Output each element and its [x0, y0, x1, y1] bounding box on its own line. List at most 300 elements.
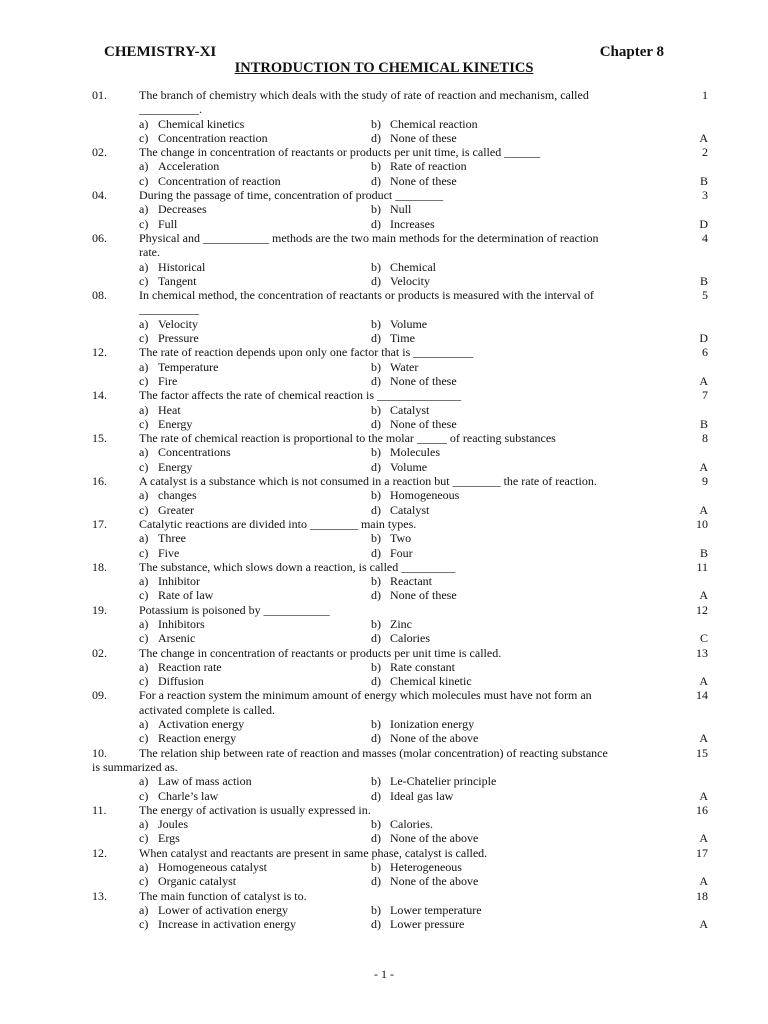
- options-row: [0, 488, 768, 502]
- question-item: [0, 474, 768, 517]
- option-text: None of these: [390, 173, 457, 188]
- question-line: [0, 288, 768, 302]
- option-text: None of these: [390, 416, 457, 431]
- question-number: 02.: [92, 645, 107, 660]
- question-line: [0, 145, 768, 159]
- option-a: a) Reaction rate: [139, 659, 222, 674]
- option-text: Velocity: [390, 273, 430, 288]
- options-row: [0, 903, 768, 917]
- question-number: 19.: [92, 602, 107, 617]
- options-row: [0, 546, 768, 560]
- question-item: [0, 846, 768, 889]
- option-text: Tangent: [158, 273, 197, 288]
- options-row: [0, 131, 768, 145]
- option-text: Diffusion: [158, 674, 204, 689]
- option-a: a) Heat: [139, 402, 181, 417]
- option-text: Concentration of reaction: [158, 173, 281, 188]
- option-text: Inhibitor: [158, 574, 200, 589]
- options-row: [0, 374, 768, 388]
- option-a: a) Lower of activation energy: [139, 902, 289, 917]
- question-item: [0, 288, 768, 345]
- question-item: [0, 388, 768, 431]
- options-row: [0, 731, 768, 745]
- options-row: [0, 817, 768, 831]
- question-number: 12.: [92, 345, 107, 360]
- question-text: The main function of catalyst is to.: [139, 888, 307, 903]
- option-c: c) Concentration reaction: [139, 130, 268, 145]
- option-text: Rate of law: [158, 588, 214, 603]
- option-c: c) Reaction energy: [139, 731, 237, 746]
- option-d: d) Calories: [371, 631, 430, 646]
- question-text: Potassium is poisoned by ___________: [139, 602, 330, 617]
- option-text: changes: [158, 488, 197, 503]
- option-d: d) Velocity: [371, 273, 430, 288]
- option-b: b) Le-Chatelier principle: [371, 774, 497, 789]
- options-row: [0, 460, 768, 474]
- option-d: d) Volume: [371, 459, 428, 474]
- options-row: [0, 217, 768, 231]
- option-b: b) Ionization energy: [371, 717, 475, 732]
- answer-key: B: [699, 416, 708, 431]
- option-b: b) Homogeneous: [371, 488, 460, 503]
- answer-key: A: [699, 917, 708, 932]
- question-serial: 4: [702, 230, 708, 245]
- question-text: When catalyst and reactants are present in same phase, catalyst is called.: [139, 845, 488, 860]
- question-text: The energy of activation is usually expressed in.: [139, 802, 371, 817]
- option-text: Reaction energy: [158, 731, 237, 746]
- question-serial: 9: [702, 474, 708, 489]
- option-b: b) Lower temperature: [371, 902, 482, 917]
- question-text: The change in concentration of reactants or products per unit time is called.: [139, 645, 502, 660]
- question-item: [0, 517, 768, 560]
- question-text: Catalytic reactions are divided into ________ main types.: [139, 516, 417, 531]
- option-text: Zinc: [390, 616, 412, 631]
- question-line: [0, 846, 768, 860]
- question-item: [0, 188, 768, 231]
- option-d: d) Catalyst: [371, 502, 430, 517]
- question-line: [0, 803, 768, 817]
- option-text: Two: [390, 531, 412, 546]
- option-c: c) Greater: [139, 502, 194, 517]
- answer-key: A: [699, 373, 708, 388]
- option-c: c) Tangent: [139, 273, 197, 288]
- option-text: Four: [390, 545, 413, 560]
- option-c: c) Concentration of reaction: [139, 173, 281, 188]
- question-item: [0, 803, 768, 846]
- question-number: 13.: [92, 888, 107, 903]
- option-b: b) Catalyst: [371, 402, 430, 417]
- options-row: [0, 531, 768, 545]
- option-text: Three: [158, 531, 186, 546]
- answer-key: A: [699, 731, 708, 746]
- option-text: Lower temperature: [390, 902, 482, 917]
- question-serial: 11: [696, 559, 708, 574]
- question-line: [0, 603, 768, 617]
- option-text: Catalyst: [390, 502, 430, 517]
- options-row: [0, 617, 768, 631]
- option-text: Volume: [390, 459, 428, 474]
- option-text: Ergs: [158, 831, 180, 846]
- option-text: Homogeneous catalyst: [158, 860, 267, 875]
- answer-key: A: [699, 831, 708, 846]
- option-text: Chemical: [390, 259, 436, 274]
- question-serial: 3: [702, 188, 708, 203]
- option-text: Water: [390, 359, 419, 374]
- options-row: [0, 774, 768, 788]
- option-text: Pressure: [158, 331, 199, 346]
- question-text: A catalyst is a substance which is not consumed in a reaction but ________ the rate of reaction.: [139, 474, 597, 489]
- question-line: [0, 760, 768, 774]
- option-text: Charle’s law: [158, 788, 219, 803]
- options-row: [0, 331, 768, 345]
- question-serial: 6: [702, 345, 708, 360]
- options-row: [0, 174, 768, 188]
- option-c: c) Increase in activation energy: [139, 917, 297, 932]
- question-text: The rate of chemical reaction is proportional to the molar _____ of reacting substances: [139, 431, 556, 446]
- subject-title: CHEMISTRY-XI: [104, 44, 217, 60]
- question-text: Physical and ___________ methods are the two main methods for the determination of reaction: [139, 230, 599, 245]
- option-c: c) Arsenic: [139, 631, 196, 646]
- option-text: Reaction rate: [158, 659, 222, 674]
- question-text: During the passage of time, concentration of product ________: [139, 188, 444, 203]
- options-row: [0, 445, 768, 459]
- options-row: [0, 660, 768, 674]
- question-number: 15.: [92, 431, 107, 446]
- option-a: a) Acceleration: [139, 159, 220, 174]
- option-text: Le-Chatelier principle: [390, 774, 497, 789]
- option-d: d) None of the above: [371, 874, 479, 889]
- answer-key: D: [699, 331, 708, 346]
- option-b: b) Rate of reaction: [371, 159, 467, 174]
- question-item: [0, 145, 768, 188]
- option-c: c) Diffusion: [139, 674, 204, 689]
- option-a: a) Activation energy: [139, 717, 245, 732]
- option-d: d) None of these: [371, 416, 457, 431]
- options-row: [0, 274, 768, 288]
- option-text: Temperature: [158, 359, 219, 374]
- question-text: The change in concentration of reactants or products per unit time, is called ______: [139, 145, 541, 160]
- answer-key: B: [699, 545, 708, 560]
- options-row: [0, 717, 768, 731]
- option-b: b) Chemical: [371, 259, 436, 274]
- answer-key: B: [699, 173, 708, 188]
- options-row: [0, 202, 768, 216]
- option-b: b) Water: [371, 359, 419, 374]
- option-c: c) Organic catalyst: [139, 874, 237, 889]
- option-text: Energy: [158, 416, 193, 431]
- question-serial: 1: [702, 88, 708, 102]
- question-number: 18.: [92, 559, 107, 574]
- options-row: [0, 631, 768, 645]
- option-b: b) Rate constant: [371, 659, 455, 674]
- option-text: Chemical kinetics: [158, 116, 245, 131]
- question-line: [0, 231, 768, 245]
- answer-key: A: [699, 674, 708, 689]
- option-text: Increase in activation energy: [158, 917, 297, 932]
- options-row: [0, 317, 768, 331]
- option-text: Calories: [390, 631, 430, 646]
- options-row: [0, 789, 768, 803]
- option-b: b) Heterogeneous: [371, 860, 462, 875]
- answer-key: A: [699, 130, 708, 145]
- option-text: Historical: [158, 259, 206, 274]
- question-item: [0, 231, 768, 288]
- option-text: Concentration reaction: [158, 130, 268, 145]
- question-item: [0, 560, 768, 603]
- page-title: INTRODUCTION TO CHEMICAL KINETICS: [234, 60, 534, 76]
- option-text: Five: [158, 545, 180, 560]
- options-row: [0, 874, 768, 888]
- page-number: - 1 -: [374, 967, 394, 981]
- question-item: [0, 431, 768, 474]
- option-d: d) Time: [371, 331, 415, 346]
- option-b: b) Zinc: [371, 616, 412, 631]
- question-line: [0, 431, 768, 445]
- question-serial: 18: [696, 888, 708, 903]
- option-text: Full: [158, 216, 178, 231]
- answer-key: A: [699, 588, 708, 603]
- answer-key: A: [699, 788, 708, 803]
- option-text: Decreases: [158, 202, 207, 217]
- question-text: The rate of reaction depends upon only one factor that is __________: [139, 345, 474, 360]
- option-d: d) Four: [371, 545, 413, 560]
- chapter-label: Chapter 8: [599, 44, 664, 60]
- option-b: b) Reactant: [371, 574, 432, 589]
- options-row: [0, 403, 768, 417]
- option-text: Molecules: [390, 445, 440, 460]
- option-a: a) Joules: [139, 817, 188, 832]
- question-serial: 17: [696, 845, 708, 860]
- option-text: Activation energy: [158, 717, 245, 732]
- option-d: d) Increases: [371, 216, 435, 231]
- option-d: d) Chemical kinetic: [371, 674, 472, 689]
- question-item: [0, 603, 768, 646]
- option-a: a) Inhibitors: [139, 616, 205, 631]
- option-text: None of these: [390, 588, 457, 603]
- option-text: Heterogeneous: [390, 860, 462, 875]
- option-text: Velocity: [158, 316, 198, 331]
- question-serial: 16: [696, 802, 708, 817]
- option-text: Ionization energy: [390, 717, 475, 732]
- question-line: [0, 474, 768, 488]
- answer-key: C: [699, 631, 708, 646]
- option-text: Increases: [390, 216, 435, 231]
- question-line: [0, 517, 768, 531]
- question-line: [0, 746, 768, 760]
- option-text: Time: [390, 331, 415, 346]
- option-b: b) Volume: [371, 316, 428, 331]
- question-item: [0, 646, 768, 689]
- option-c: c) Energy: [139, 459, 193, 474]
- options-row: [0, 917, 768, 931]
- question-line: [0, 889, 768, 903]
- option-c: c) Ergs: [139, 831, 180, 846]
- answer-key: D: [699, 216, 708, 231]
- question-text: In chemical method, the concentration of reactants or products is measured with the interval of: [139, 288, 594, 303]
- option-text: Lower of activation energy: [158, 902, 289, 917]
- option-d: d) Ideal gas law: [371, 788, 454, 803]
- option-c: c) Rate of law: [139, 588, 214, 603]
- option-a: a) Chemical kinetics: [139, 116, 245, 131]
- option-d: d) Lower pressure: [371, 917, 465, 932]
- question-text: The branch of chemistry which deals with the study of rate of reaction and mechanism, called: [139, 88, 589, 102]
- option-d: d) None of these: [371, 588, 457, 603]
- question-line: [0, 302, 768, 316]
- question-serial: 8: [702, 431, 708, 446]
- option-a: a) Three: [139, 531, 186, 546]
- answer-key: A: [699, 874, 708, 889]
- question-number: 01.: [92, 88, 107, 102]
- question-text: The relation ship between rate of reaction and masses (molar concentration) of reacting substance: [139, 745, 608, 760]
- question-number: 14.: [92, 388, 107, 403]
- question-number: 09.: [92, 688, 107, 703]
- option-c: c) Five: [139, 545, 180, 560]
- options-row: [0, 360, 768, 374]
- question-text: is summarized as.: [92, 759, 178, 774]
- option-text: None of these: [390, 130, 457, 145]
- question-number: 17.: [92, 516, 107, 531]
- option-text: Rate constant: [390, 659, 455, 674]
- option-d: d) None of these: [371, 130, 457, 145]
- question-number: 08.: [92, 288, 107, 303]
- question-serial: 12: [696, 602, 708, 617]
- question-item: [0, 345, 768, 388]
- options-row: [0, 417, 768, 431]
- option-d: d) None of these: [371, 173, 457, 188]
- question-text: rate.: [139, 245, 160, 260]
- option-a: a) Velocity: [139, 316, 198, 331]
- option-text: Law of mass action: [158, 774, 252, 789]
- question-serial: 7: [702, 388, 708, 403]
- option-text: Organic catalyst: [158, 874, 237, 889]
- option-b: b) Molecules: [371, 445, 440, 460]
- question-serial: 2: [702, 145, 708, 160]
- option-text: Greater: [158, 502, 194, 517]
- question-line: [0, 345, 768, 359]
- options-row: [0, 574, 768, 588]
- option-text: Calories.: [390, 817, 433, 832]
- options-row: [0, 831, 768, 845]
- question-number: 16.: [92, 474, 107, 489]
- question-line: [0, 245, 768, 259]
- option-text: Ideal gas law: [390, 788, 454, 803]
- option-c: c) Charle’s law: [139, 788, 219, 803]
- option-d: d) None of the above: [371, 731, 479, 746]
- question-text: __________: [139, 302, 199, 317]
- question-serial: 15: [696, 745, 708, 760]
- question-text: For a reaction system the minimum amount of energy which molecules must have not form an: [139, 688, 592, 703]
- option-text: Reactant: [390, 574, 432, 589]
- question-serial: 14: [696, 688, 708, 703]
- option-a: a) Temperature: [139, 359, 219, 374]
- question-line: [0, 88, 768, 102]
- option-text: None of the above: [390, 874, 479, 889]
- option-c: c) Fire: [139, 373, 178, 388]
- question-line: [0, 188, 768, 202]
- question-item: [0, 746, 768, 803]
- option-c: c) Full: [139, 216, 178, 231]
- option-a: a) Decreases: [139, 202, 207, 217]
- question-line: [0, 646, 768, 660]
- question-number: 06.: [92, 230, 107, 245]
- question-line: [0, 688, 768, 702]
- option-b: b) Null: [371, 202, 412, 217]
- option-a: a) Law of mass action: [139, 774, 252, 789]
- options-row: [0, 588, 768, 602]
- question-text: The factor affects the rate of chemical reaction is ______________: [139, 388, 461, 403]
- question-line: [0, 388, 768, 402]
- answer-key: B: [699, 273, 708, 288]
- options-row: [0, 117, 768, 131]
- question-line: [0, 703, 768, 717]
- option-text: None of the above: [390, 731, 479, 746]
- question-number: 11.: [92, 802, 107, 817]
- option-text: Chemical kinetic: [390, 674, 472, 689]
- answer-key: A: [699, 502, 708, 517]
- option-text: Energy: [158, 459, 193, 474]
- question-serial: 10: [696, 516, 708, 531]
- option-d: d) None of the above: [371, 831, 479, 846]
- options-row: [0, 674, 768, 688]
- options-row: [0, 860, 768, 874]
- option-text: Inhibitors: [158, 616, 205, 631]
- option-text: Acceleration: [158, 159, 220, 174]
- option-c: c) Energy: [139, 416, 193, 431]
- option-text: Lower pressure: [390, 917, 465, 932]
- option-b: b) Chemical reaction: [371, 116, 478, 131]
- option-text: Chemical reaction: [390, 116, 478, 131]
- question-number: 12.: [92, 845, 107, 860]
- question-number: 02.: [92, 145, 107, 160]
- question-text: The substance, which slows down a reaction, is called _________: [139, 559, 456, 574]
- question-item: [0, 688, 768, 745]
- question-list: [0, 88, 768, 932]
- option-text: None of the above: [390, 831, 479, 846]
- option-a: a) Concentrations: [139, 445, 231, 460]
- question-serial: 5: [702, 288, 708, 303]
- question-line: [0, 560, 768, 574]
- options-row: [0, 503, 768, 517]
- option-text: Volume: [390, 316, 428, 331]
- option-text: Arsenic: [158, 631, 196, 646]
- question-item: [0, 88, 768, 145]
- question-line: [0, 102, 768, 116]
- option-a: a) Historical: [139, 259, 206, 274]
- option-text: None of these: [390, 373, 457, 388]
- option-b: b) Calories.: [371, 817, 433, 832]
- option-a: a) Inhibitor: [139, 574, 200, 589]
- option-a: a) Homogeneous catalyst: [139, 860, 267, 875]
- option-d: d) None of these: [371, 373, 457, 388]
- option-text: Concentrations: [158, 445, 231, 460]
- question-text: activated complete is called.: [139, 702, 275, 717]
- question-serial: 13: [696, 645, 708, 660]
- option-text: Joules: [158, 817, 188, 832]
- option-text: Homogeneous: [390, 488, 460, 503]
- question-number: 10.: [92, 745, 107, 760]
- option-text: Fire: [158, 373, 178, 388]
- option-c: c) Pressure: [139, 331, 199, 346]
- option-b: b) Two: [371, 531, 412, 546]
- question-number: 04.: [92, 188, 107, 203]
- answer-key: A: [699, 459, 708, 474]
- options-row: [0, 159, 768, 173]
- option-text: Catalyst: [390, 402, 430, 417]
- question-text: __________.: [139, 102, 202, 117]
- option-a: a) changes: [139, 488, 197, 503]
- question-item: [0, 889, 768, 932]
- option-text: Null: [390, 202, 412, 217]
